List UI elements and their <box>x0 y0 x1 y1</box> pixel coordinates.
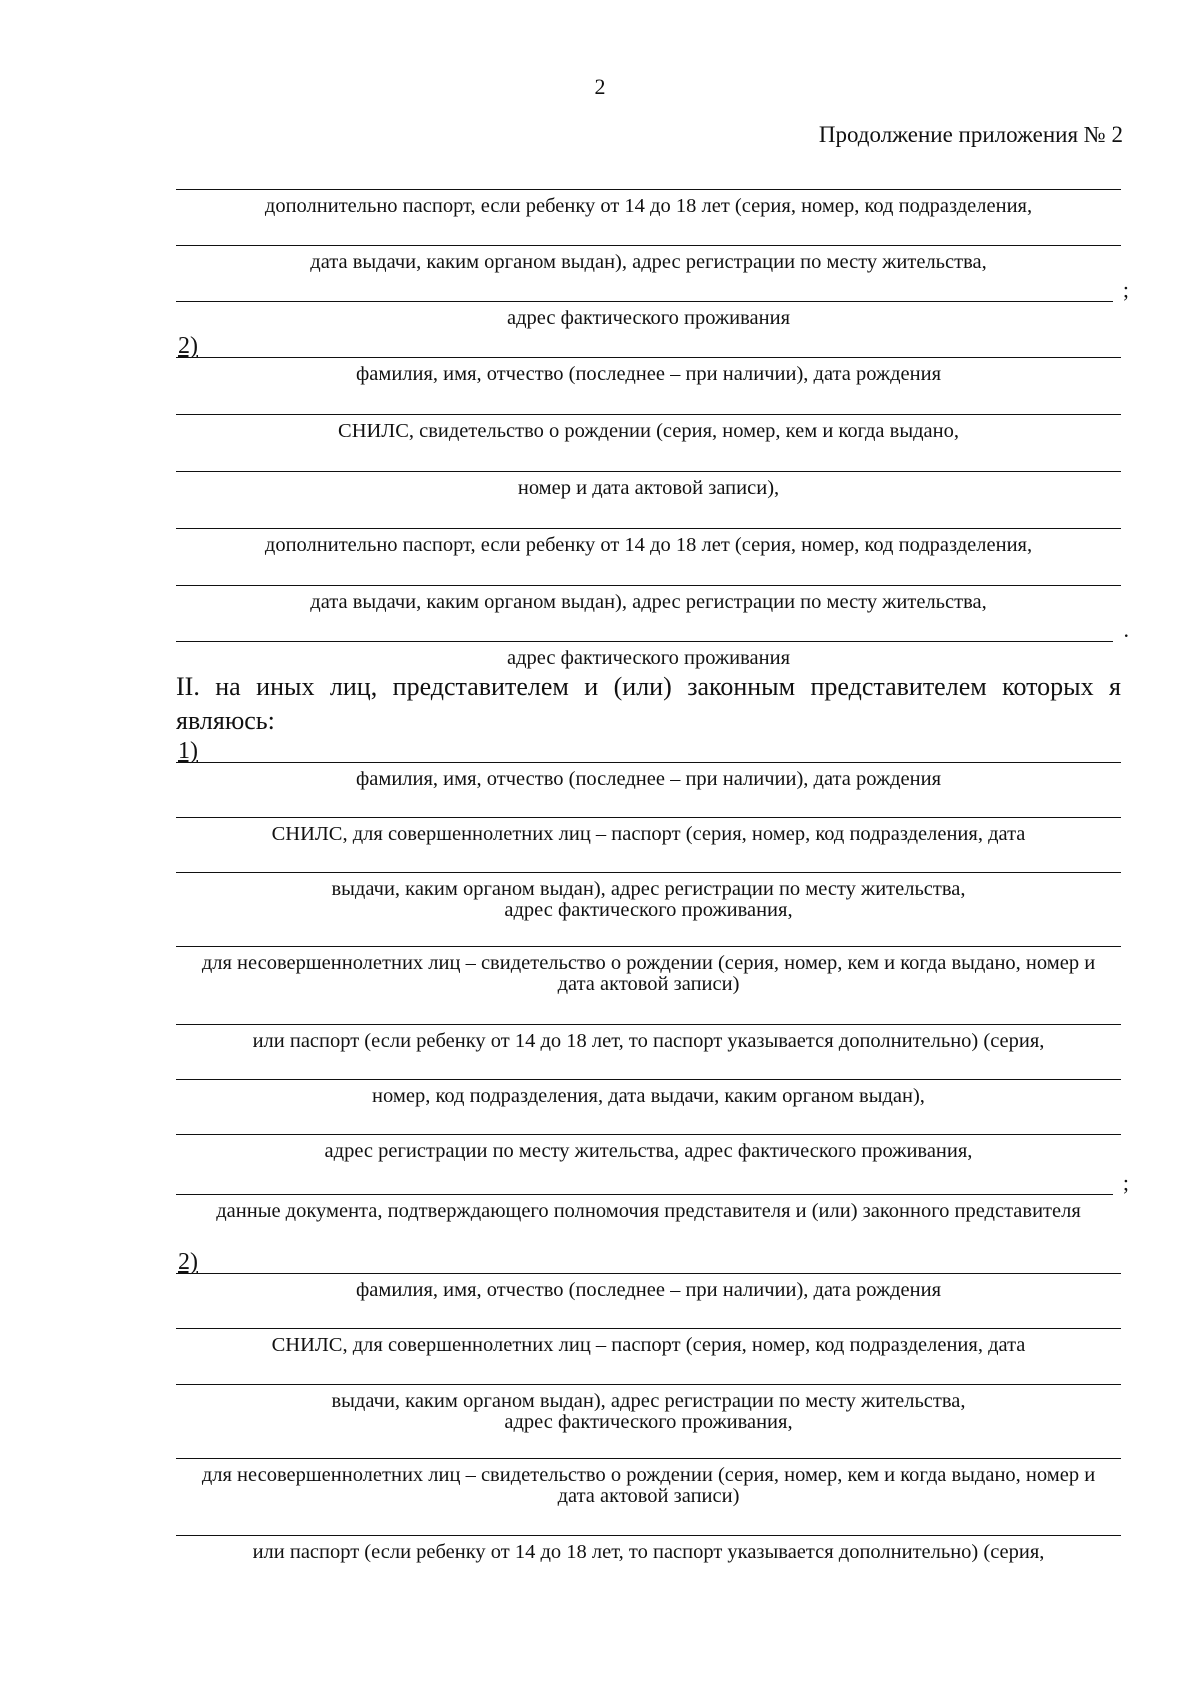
field-caption: номер и дата актовой записи), <box>517 477 780 499</box>
field-caption: дата выдачи, каким органом выдан), адрес регистрации по месту жительства, <box>310 251 987 273</box>
appendix-continuation-note: Продолжение приложения № 2 <box>818 122 1123 147</box>
field-caption: для несовершеннолетних лиц – свидетельство о рождении (серия, номер, кем и когда выдано, номер и дата актовой записи) <box>201 952 1096 995</box>
section-ii-heading: II. на иных лиц, представителем и (или) законным представителем которых я являюсь: <box>176 672 1121 735</box>
field-end-mark: ; <box>1122 1170 1129 1195</box>
field-caption: дата выдачи, каким органом выдан), адрес регистрации по месту жительства, <box>310 591 987 613</box>
field-caption: СНИЛС, для совершеннолетних лиц – паспорт (серия, номер, код подразделения, дата <box>271 823 1026 845</box>
field-caption: фамилия, имя, отчество (последнее – при наличии), дата рождения <box>355 1279 942 1301</box>
field-caption: СНИЛС, свидетельство о рождении (серия, номер, кем и когда выдано, <box>338 420 959 442</box>
item-number: 2) <box>178 333 198 359</box>
item-number: 2) <box>178 1249 198 1275</box>
field-caption: СНИЛС, для совершеннолетних лиц – паспорт (серия, номер, код подразделения, дата <box>271 1334 1026 1356</box>
field-caption: адрес фактического проживания <box>506 307 791 329</box>
field-end-mark: ; <box>1122 277 1129 302</box>
item-number: 1) <box>178 738 198 764</box>
page-number: 2 <box>594 74 606 99</box>
field-end-mark: . <box>1123 617 1129 642</box>
field-caption: фамилия, имя, отчество (последнее – при наличии), дата рождения <box>355 363 942 385</box>
field-caption: данные документа, подтверждающего полномочия представителя и (или) законного представителя <box>216 1200 1081 1222</box>
field-caption: адрес фактического проживания <box>506 647 791 669</box>
field-caption: или паспорт (если ребенку от 14 до 18 лет, то паспорт указывается дополнительно) (серия, <box>252 1541 1045 1563</box>
field-caption: адрес регистрации по месту жительства, адрес фактического проживания, <box>324 1140 973 1162</box>
field-caption: выдачи, каким органом выдан), адрес регистрации по месту жительства, адрес фактического проживания, <box>331 878 966 921</box>
field-caption: дополнительно паспорт, если ребенку от 14 до 18 лет (серия, номер, код подразделения, <box>264 195 1033 217</box>
field-caption: для несовершеннолетних лиц – свидетельство о рождении (серия, номер, кем и когда выдано, номер и дата актовой записи) <box>201 1464 1096 1507</box>
field-caption: или паспорт (если ребенку от 14 до 18 лет, то паспорт указывается дополнительно) (серия, <box>252 1030 1045 1052</box>
field-caption: выдачи, каким органом выдан), адрес регистрации по месту жительства, адрес фактического проживания, <box>331 1390 966 1433</box>
field-caption: фамилия, имя, отчество (последнее – при наличии), дата рождения <box>355 768 942 790</box>
field-caption: номер, код подразделения, дата выдачи, каким органом выдан), <box>372 1085 925 1107</box>
field-caption: дополнительно паспорт, если ребенку от 14 до 18 лет (серия, номер, код подразделения, <box>264 534 1033 556</box>
